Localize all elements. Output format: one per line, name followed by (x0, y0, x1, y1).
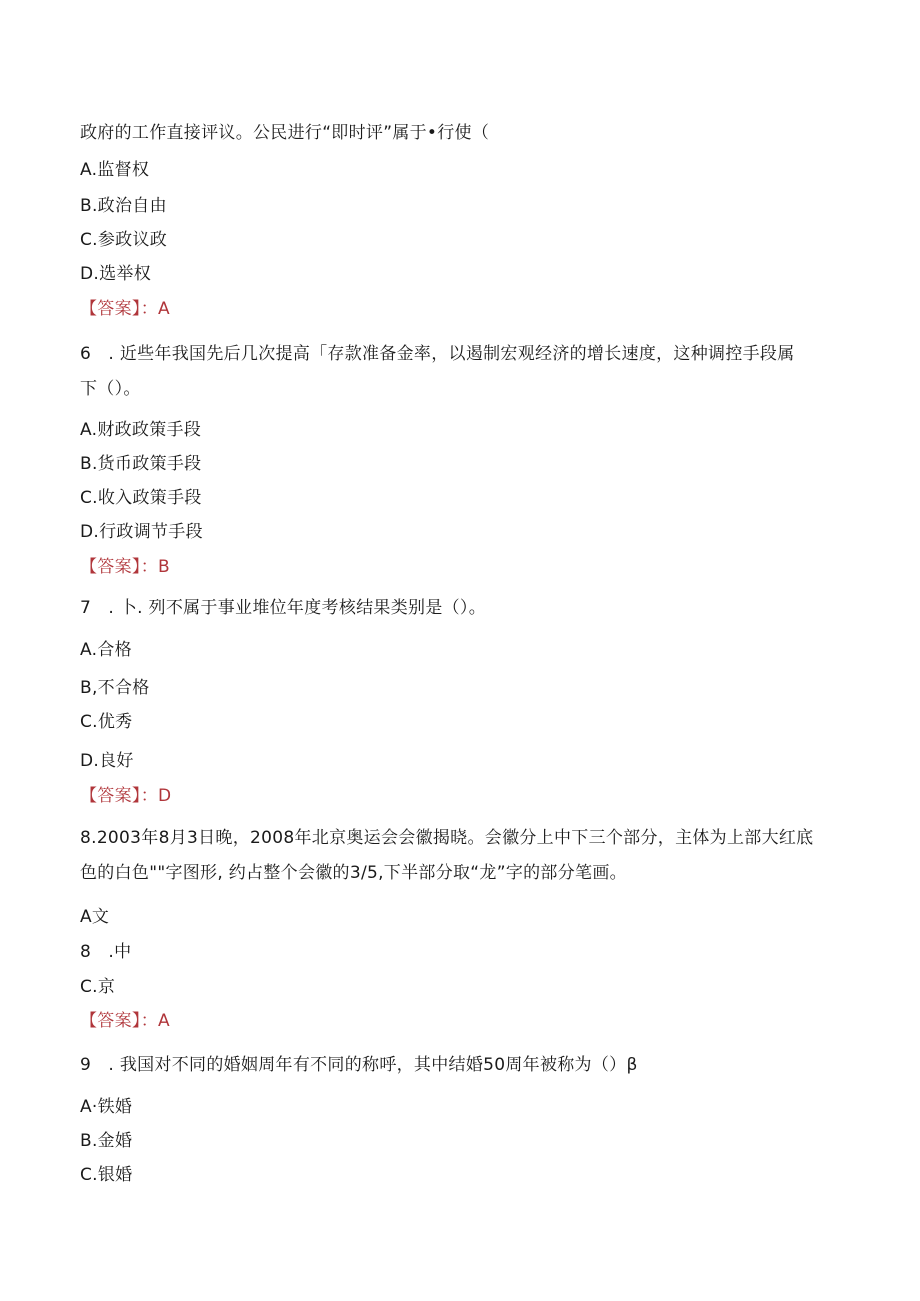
question-7-text: 7 . 卜. 列不属于事业堆位年度考核结果类别是（）。 (80, 598, 487, 618)
option-b: B,不合格 (80, 678, 150, 698)
answer-label: 【答案】： (80, 786, 158, 806)
option-a: A.合格 (80, 640, 132, 660)
question-5-text-tail: 政府的工作直接评议。公民进行“即时评”属于•行使（ (80, 123, 490, 143)
question-8-text: 8.2003年8月3日晚，2008年北京奥运会会徽揭晓。会徽分上中下三个部分，主体为上部大红底 (80, 828, 814, 848)
option-c: C.优秀 (80, 712, 133, 732)
option-c: C.参政议政 (80, 230, 168, 250)
option-c: C.收入政策手段 (80, 488, 202, 508)
answer-label: 【答案】： (80, 1011, 158, 1031)
option-a: A文 (80, 907, 110, 927)
answer-value: B (158, 557, 170, 577)
answer-value: D (158, 786, 172, 806)
answer-value: A (158, 299, 170, 319)
option-a: A·铁婚 (80, 1097, 133, 1117)
option-a: A.财政政策手段 (80, 420, 202, 440)
answer-7 (80, 785, 171, 807)
option-d: D.行政调节手段 (80, 522, 203, 542)
question-6-text: 6 . 近些年我国先后几次提高「存款准备金率，以遏制宏观经济的增长速度，这种调控手段属 (80, 344, 795, 364)
option-b: B.政治自由 (80, 196, 167, 216)
option-b: B.货币政策手段 (80, 454, 202, 474)
option-d: D.选举权 (80, 264, 151, 284)
answer-label: 【答案】： (80, 557, 158, 577)
option-c: C.银婚 (80, 1165, 133, 1185)
answer-6 (80, 556, 170, 578)
option-b: 8 .中 (80, 942, 132, 962)
option-b: B.金婚 (80, 1131, 133, 1151)
answer-5 (80, 298, 170, 320)
question-9-text: 9 . 我国对不同的婚姻周年有不同的称呼，其中结婚50周年被称为（）β (80, 1055, 638, 1075)
option-d: D.良好 (80, 751, 134, 771)
answer-label: 【答案】： (80, 299, 158, 319)
question-6-text-cont: 下（）。 (80, 379, 141, 399)
option-a: A.监督权 (80, 160, 150, 180)
answer-8 (80, 1010, 170, 1032)
question-8-text-cont: 色的白色""字图形, 约占整个会徽的3/5,下半部分取“龙”字的部分笔画。 (80, 863, 627, 883)
option-c: C.京 (80, 977, 116, 997)
answer-value: A (158, 1011, 170, 1031)
